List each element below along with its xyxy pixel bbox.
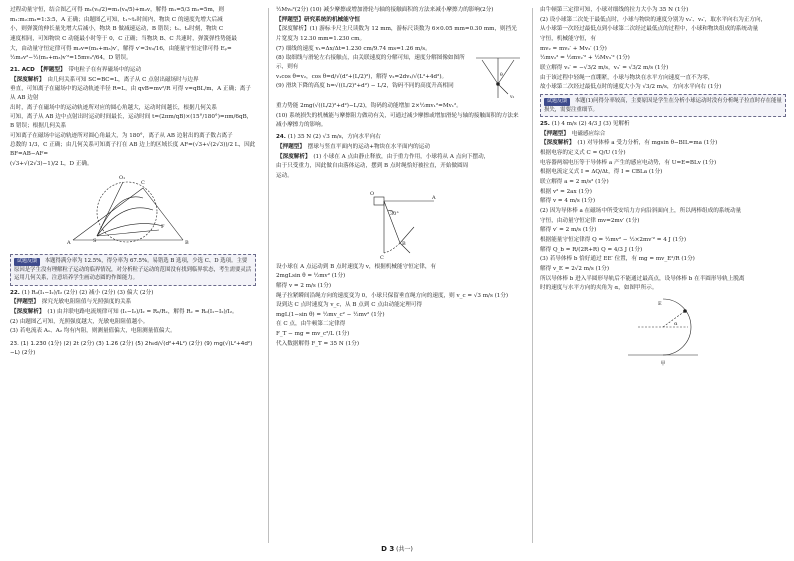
analysis-label: 【深度解析】: [277, 153, 311, 160]
answer: ACD: [21, 66, 35, 73]
text-line: ½m₂v²−½(m₂+m₃)v′²=15mv₀²/64，D 错误。: [10, 55, 132, 62]
q24-continuation: [540, 6, 786, 92]
text-line: (2) 由题图乙可知，光照强度越大，光敏电阻阻值越小。: [10, 318, 149, 325]
column-2: [276, 6, 522, 546]
svg-text:30°: 30°: [390, 210, 399, 217]
figure-caption: 甲: [660, 360, 666, 367]
text-line: 根据能量守恒定律得 Q = ½mv² − ½×2mv′² = 4 J (1分): [540, 236, 687, 243]
text-line: (10) 系统损失的机械能与摩擦阻力做功有关，可通过减少摩擦或增加滑轮与轴的接触面积的方法来减小摩擦力的影响。: [276, 112, 519, 128]
text-line: 从小球第一次经过最低点到小球第二次经过最低点的过程中，小球和物块组成的系统动量: [540, 26, 759, 33]
text-line: F_T − mg = mv_c²/L (1分): [276, 331, 350, 338]
q23-continuation: [276, 6, 522, 129]
svg-text:B: B: [402, 240, 406, 247]
text-line: 可知离子在磁场中运动轨迹所对圆心角最大，为 180°，离子从 AB 边射出的离子数占离子: [10, 132, 233, 139]
text-line: 根据电容的定义式 C = Q/U (1分): [540, 150, 626, 156]
text-line: mgL(1−sin θ) = ½mv_c² − ½mv² (1分): [276, 311, 385, 318]
tag-label: 【押题型】: [37, 66, 66, 73]
text-line: 大，由动量守恒定律可得 m₂v=(m₂+m₃)v′，解得 v′=3v₀/16，由能量守恒定律可得 Eₚ=: [10, 45, 232, 52]
question-number: 25.: [540, 121, 550, 128]
q21: [10, 66, 256, 252]
svg-text:C: C: [141, 180, 145, 187]
text-line: (1) 对导体棒 a 受力分析，有 mgsin θ−BIL=ma (1分): [577, 140, 718, 147]
svg-text:O: O: [370, 190, 375, 197]
page-subtext: (共一): [396, 546, 413, 554]
text-line: 联立解得 a = 2 m/s² (1分): [540, 178, 609, 185]
q24: [276, 133, 522, 348]
text-line: 根据电流定义式 I = ΔQ/Δt，得 I = CBLa (1分): [540, 169, 663, 176]
text-line: 解得 v = 4 m/s (1分): [540, 198, 596, 205]
answer-line: (1) 4 m/s (2) 4/3 J (3) 见解析: [551, 121, 630, 128]
tag-line: 【押题型】研究系统的机械能守恒: [276, 16, 360, 23]
column-3: [540, 6, 786, 546]
svg-text:α: α: [674, 320, 678, 327]
text-line: 守恒，由动量守恒定律 mv=2mv′ (1分): [540, 217, 640, 224]
text-line: 解得 v′ = 2 m/s (1分): [540, 227, 597, 234]
pulley-velocity-diagram: [474, 54, 522, 102]
svg-text:S: S: [93, 238, 97, 245]
svg-text:F: F: [161, 224, 165, 231]
text-line: (3) 若导体棒 b 恰好通过 EE′ 位置，有 mg = mv_E²/R (1分): [540, 256, 695, 263]
tag-text: 带电粒子在有界磁场中的运动: [68, 66, 142, 73]
text-line: 联立解得 v₂′ = −√3/2 m/s，v₃′ = √3/2 m/s (1分): [540, 64, 669, 71]
text-line: 片宽度为 12.30 mm=1.230 cm。: [276, 35, 366, 42]
text-line: 小，则弹簧的伸长量先增大后减小，物块 B 做减速运动，B 错误；t₁、t₂时刻，物块 C: [10, 26, 224, 33]
text-line: ½Mv₀²(2分) (10) 减少摩擦或增加滑轮与轴的接触面积的方法来减小摩擦力的影响(2分): [276, 7, 494, 13]
text-line: 设小球在 A 点运动到 B 点时速度为 v，根据机械能守恒定律，有: [276, 263, 437, 270]
tag-text: 电磁感应综合: [571, 130, 606, 137]
text-line: 解得 Q_b = R/(2R+R) Q = 4/3 J (1分): [540, 246, 643, 253]
text-line: (2) 设小球第二次处于最低点时，小球与物块的速度分别为 v₂′、v₃′，取水平向右为正方向，: [540, 16, 767, 23]
page-footer: [0, 544, 794, 555]
text-line: 时的速度与水平方向的夹角为 α，如图甲所示。: [540, 285, 658, 292]
text-line: 由于只受重力，因此做自由落体运动，摆到 B 点时绳恰好被拉直，开始做圆周: [276, 163, 469, 170]
tag-label: 【押题型】: [277, 143, 305, 150]
text-line: 垂直，可知离子在磁场中的运动轨迹半径 R=L，由 qvB=mv²/R 可得 v=qBL/m，A 正确；离子从 AB 边射: [10, 86, 251, 101]
svg-text:θ: θ: [500, 73, 503, 79]
text-line: m₁:m₂:m₃=1:3:5，A 正确；由题图乙可知，t₁~t₂时间内，物块 C 的速度先增大后减: [10, 16, 223, 23]
tag-label: 【押题型】: [11, 299, 39, 306]
text-line: 由几何关系可知 SC=BC=L，离子从 C 点射出磁场时与边界: [47, 76, 199, 83]
text-line: 代入数据解得 F_T = 35 N (1分): [276, 340, 360, 347]
text-line: v₁cos θ=v₂，cos θ=d/√(d²+(L/2)²)，解得 v₂=2dv₁/√(L²+4d²)。: [276, 73, 448, 80]
tag-text: 摆球与竖直平面内的运动+物块在水平面内的运动: [307, 143, 430, 150]
text-line: 绳子拉紧瞬间沿绳方向的速度变为 0，小球只保留垂直绳方向的速度，则 v_c = √3 m/s (1分): [276, 292, 509, 299]
text-line: 过程动量守恒，结合图乙可得 m₁(v₀/2)=m₁(v₀/5)+m₂v，解得 m₁=5/3 m₂=5m，则: [10, 7, 224, 13]
column-divider-1: [268, 8, 269, 543]
text-line: 【深度解析】(1) 游标卡尺主尺读数为 12 mm，游标尺读数为 6×0.05 mm=0.30 mm，则挡光: [276, 26, 517, 33]
svg-text:B: B: [185, 240, 189, 247]
q23-answer-line: 23. (1) 1.230 (1分) (2) 2t (2分) (3) 1.26 (2分) (5) 2h₀d/√(d²+4L²) (2分) (9) mg(√(L²+4d²)−L) (2分): [10, 340, 253, 356]
text-line: 解得 v_E = 2√2 m/s (1分): [540, 265, 610, 272]
text-line: (3) 若电流表 A₁、A₂ 均有内阻，则测量值偏大，电阻测量值偏大。: [10, 328, 176, 335]
svg-text:A: A: [432, 194, 436, 201]
text-line: (7) 细线的速度 v₁=Δx/Δt=1.230 cm/9.74 ms=1.26 m/s。: [276, 45, 431, 52]
feedback-badge: 试题反馈: [544, 98, 570, 106]
answer-line: (1) 35 N (2) √3 m/s，方向水平向右: [287, 134, 381, 141]
text-line: 出时，离子在磁场中的运动轨迹所对应的圆心角越大，运动时间越长，根据几何关系: [10, 104, 217, 111]
text-line: 在 C 点，由牛顿第二定律得: [276, 321, 346, 328]
text-line: ½mv₂² = ½mv₂′² + ½Mv₃′² (1分): [540, 55, 630, 62]
feedback-text: 本题得满分率为 12.5%，得分率为 67.5%。易错选 B 选项，少选 C、D 选项。主要原因是学生没有理解粒子运动的临界情况，对分析粒子运动的范围没有找到临界状态，考生需要灵活运用几何关系，注意培养学生画动态圆的作图能力。: [14, 258, 252, 282]
text-line: (8) 取细线与滑轮左右接触点，由关联速度的分解可知，速度分解图像如图所示，则有: [276, 55, 465, 70]
text-line: 故小球第二次经过最低点时的速度大小为 √3/2 m/s，方向水平向右 (1分): [540, 84, 722, 91]
feedback-text: 本题(1)问得分率较高，主要原因是学生在分析小球运动时没有分析绳子拉直时存在能量损失，需要注重细节。: [544, 97, 782, 113]
feedback-box: [10, 254, 256, 286]
text-line: (9) 滑块下降的高度 h=√((L/2)²+d²) − L/2，钩码不同的高度升高相同: [276, 83, 454, 90]
text-line: 运动。: [276, 172, 293, 179]
column-divider-2: [532, 8, 533, 543]
text-line: 守恒，机械能守恒，有: [540, 35, 596, 42]
svg-text:v₂: v₂: [510, 95, 515, 101]
text-line: 由于该过程中轻绳一直绷紧，小球与物块在水平方向速度一直不为零，: [540, 74, 714, 81]
q25: [540, 120, 786, 369]
pendulum-diagram: [344, 183, 454, 261]
text-line: 设到达 C 点时速度为 v_c，从 B 点到 C 点由动能定理可得: [276, 302, 423, 309]
text-line: 速度相同，可知物块 C 动能最小时等于 0，C 正确；当物块 B、C 共速时，弹簧弹性势能最: [10, 35, 237, 42]
svg-text:C: C: [380, 254, 384, 261]
text-line: (1) 由并联电路电流规律可知 (I₁−I₂)/I₂ = R₀/Rₓ，解得 Rₓ = R₀(I₁−I₂)/I₂。: [47, 308, 238, 315]
question-number: 22.: [10, 289, 20, 296]
question-number: 21.: [10, 66, 20, 73]
text-line: 由牛顿第三定律可知，小球对细线的拉力大小为 35 N (1分): [540, 7, 689, 13]
text-line: 2mgLsin θ = ½mv² (1分): [276, 273, 346, 280]
text-line: 重力势能 2mg(√((L/2)²+d²)−L/2)，钩码的动能增加 2×½mv₁²=Mv₁²。: [276, 103, 462, 110]
text-line: mv₂ = mv₂′ + Mv₃′ (1分): [540, 45, 607, 52]
text-line: 所以导体棒 b 进入半圆形导轨后不能通过最高点，设导体棒 b 在半圆形导轨上脱离: [540, 275, 745, 282]
magnetic-field-diagram: [63, 170, 203, 252]
question-number: 24.: [276, 134, 286, 141]
analysis-label: 【深度解析】: [11, 76, 45, 83]
q20-continuation: [10, 6, 256, 63]
analysis-label: 【深度解析】: [541, 140, 575, 147]
svg-text:E: E: [658, 300, 662, 307]
feedback-box: [540, 94, 786, 117]
text-line: (1) 小球在 A 点由静止释放，由于重力作用，小球将从 A 点向下摆动，: [313, 153, 490, 160]
tag-label: 【押题型】: [541, 130, 569, 137]
svg-text:A: A: [67, 240, 71, 247]
text-line: (√3+√(2√3)−1)/2 L，D 正确。: [10, 160, 93, 167]
answer-line: (1) R₀(I₁−I₂)/I₂ (2分) (2) 减小 (2分) (3) 偏大 (2分): [21, 289, 154, 296]
text-line: (2) 因为导体棒 a 在磁场中所受安培力方向沿斜面向上，所以两棒组成的系统动量: [540, 207, 742, 214]
tag-text: 探究光敏电阻阻值与光照强度的关系: [41, 299, 132, 306]
column-1: [10, 6, 256, 546]
text-line: 解得 v = 2 m/s (1分): [276, 282, 332, 289]
text-line: 可知，离子从 AB 边中点射出时运动时间最长，运动时间 t=(2πm/qB)×(15°/180°)=πm/6qB，B 错误；根据几何关系: [10, 114, 253, 129]
analysis-label: 【深度解析】: [11, 308, 45, 315]
text-line: 总数的 1/3，C 正确；由几何关系可知离子打在 AB 边上的区域长度 AF=(√3+√(2√3))/2 L，因此 BF=AB−AF=: [10, 142, 256, 157]
semicircle-track-diagram: [618, 295, 708, 359]
text-line: 电容器两端电压等于导体棒 a 产生的感应电动势，有 U=E=BLv (1分): [540, 159, 717, 166]
svg-text:O₁: O₁: [119, 175, 126, 182]
feedback-badge: 试题反馈: [14, 258, 40, 266]
text-line: 根据 v² = 2ax (1分): [540, 188, 592, 195]
q22: [10, 289, 256, 336]
page-number: D 3: [381, 545, 395, 554]
